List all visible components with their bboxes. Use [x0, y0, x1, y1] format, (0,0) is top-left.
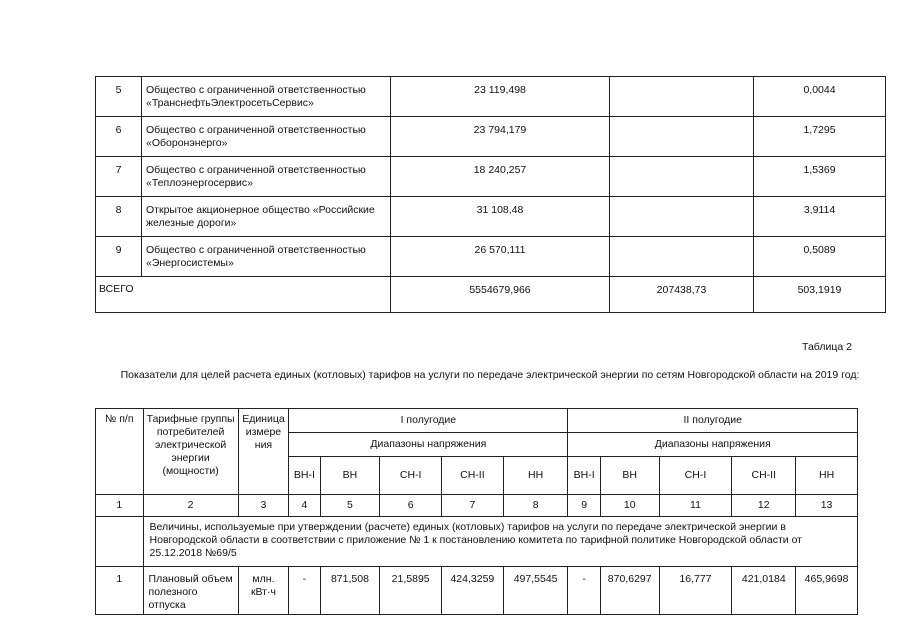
table-tariff-indicators: [95, 408, 858, 615]
total-value-col-2: 207438,73: [610, 277, 754, 313]
header-level: ВН: [600, 457, 659, 495]
header-unit: Единица измере ния: [238, 409, 289, 495]
column-number: 1: [96, 495, 144, 517]
column-number: 2: [143, 495, 238, 517]
table-row: [96, 117, 886, 157]
value-cell: 421,0184: [732, 567, 796, 615]
header-num: № п/п: [96, 409, 144, 495]
column-number: 6: [380, 495, 442, 517]
table-row: [96, 237, 886, 277]
value-col-1: 23 794,179: [391, 117, 610, 157]
row-number: 8: [96, 197, 142, 237]
header-level: ВН-I: [568, 457, 600, 495]
column-number: 5: [320, 495, 380, 517]
table-caption: Таблица 2: [802, 341, 852, 353]
table-row: [96, 157, 886, 197]
empty-cell: [96, 517, 144, 567]
row-unit: млн. кВт·ч: [238, 567, 289, 615]
table-row: [96, 197, 886, 237]
value-cell: 21,5895: [380, 567, 442, 615]
value-cell: -: [568, 567, 600, 615]
value-cell: 497,5545: [503, 567, 568, 615]
header-half-1: I полугодие: [289, 409, 568, 433]
value-col-2: [610, 77, 754, 117]
total-label: ВСЕГО: [96, 277, 391, 313]
value-col-3: 0,0044: [754, 77, 886, 117]
description-row: [96, 517, 858, 567]
value-col-3: 1,5369: [754, 157, 886, 197]
column-number: 12: [732, 495, 796, 517]
row-number: 1: [96, 567, 144, 615]
value-col-1: 31 108,48: [391, 197, 610, 237]
value-cell: 424,3259: [442, 567, 504, 615]
column-number: 11: [659, 495, 732, 517]
organization-name: Общество с ограниченной ответственностью «ТранснефтьЭлектросетьСервис»: [142, 77, 391, 117]
row-number: 9: [96, 237, 142, 277]
header-consumer-group: Тарифные группы потребителей электрической энергии (мощности): [143, 409, 238, 495]
value-cell: 465,9698: [796, 567, 858, 615]
header-row: [96, 409, 858, 433]
value-col-2: [610, 237, 754, 277]
value-col-1: 26 570,111: [391, 237, 610, 277]
header-level: ВН: [320, 457, 380, 495]
organization-name: Общество с ограниченной ответственностью «Энергосистемы»: [142, 237, 391, 277]
header-half-2: II полугодие: [568, 409, 858, 433]
organization-name: Общество с ограниченной ответственностью «Оборонэнерго»: [142, 117, 391, 157]
column-number: 4: [289, 495, 320, 517]
row-name: Плановый объем полезного отпуска: [143, 567, 238, 615]
table-total-row: [96, 277, 886, 313]
row-number: 7: [96, 157, 142, 197]
table-row: [96, 77, 886, 117]
value-col-1: 23 119,498: [391, 77, 610, 117]
row-number: 5: [96, 77, 142, 117]
value-col-3: 3,9114: [754, 197, 886, 237]
column-number: 8: [503, 495, 568, 517]
value-col-1: 18 240,257: [391, 157, 610, 197]
header-level: НН: [796, 457, 858, 495]
value-cell: -: [289, 567, 320, 615]
column-number: 10: [600, 495, 659, 517]
value-col-2: [610, 117, 754, 157]
total-value-col-3: 503,1919: [754, 277, 886, 313]
header-level: СН-I: [659, 457, 732, 495]
section-description: Величины, используемые при утверждении (расчете) единых (котловых) тарифов на услуги по передаче электрической энергии в Новгородской области в соответствии с приложение № 1 к постановлению комитета по тарифной политике Новгородской области от 25.12.2018 №69/5: [143, 517, 857, 567]
value-cell: 870,6297: [600, 567, 659, 615]
organization-name: Общество с ограниченной ответственностью «Теплоэнергосервис»: [142, 157, 391, 197]
header-level: СН-II: [732, 457, 796, 495]
table-row: [96, 567, 858, 615]
header-level: СН-I: [380, 457, 442, 495]
row-number: 6: [96, 117, 142, 157]
column-number: 13: [796, 495, 858, 517]
table-heading: Показатели для целей расчета единых (котловых) тарифов на услуги по передаче электрической энергии по сетям Новгородской области на 2019 год:: [120, 369, 860, 381]
column-number: 3: [238, 495, 289, 517]
organization-name: Открытое акционерное общество «Российские железные дороги»: [142, 197, 391, 237]
value-col-3: 1,7295: [754, 117, 886, 157]
table-tariff-organizations: [95, 76, 886, 313]
value-cell: 16,777: [659, 567, 732, 615]
header-ranges-2: Диапазоны напряжения: [568, 433, 858, 457]
total-value-col-1: 5554679,966: [391, 277, 610, 313]
column-number: 9: [568, 495, 600, 517]
header-level: СН-II: [442, 457, 504, 495]
value-col-3: 0,5089: [754, 237, 886, 277]
column-number: 7: [442, 495, 504, 517]
header-level: ВН-I: [289, 457, 320, 495]
header-level: НН: [503, 457, 568, 495]
value-col-2: [610, 157, 754, 197]
value-col-2: [610, 197, 754, 237]
header-ranges-1: Диапазоны напряжения: [289, 433, 568, 457]
value-cell: 871,508: [320, 567, 380, 615]
column-numbers-row: [96, 495, 858, 517]
